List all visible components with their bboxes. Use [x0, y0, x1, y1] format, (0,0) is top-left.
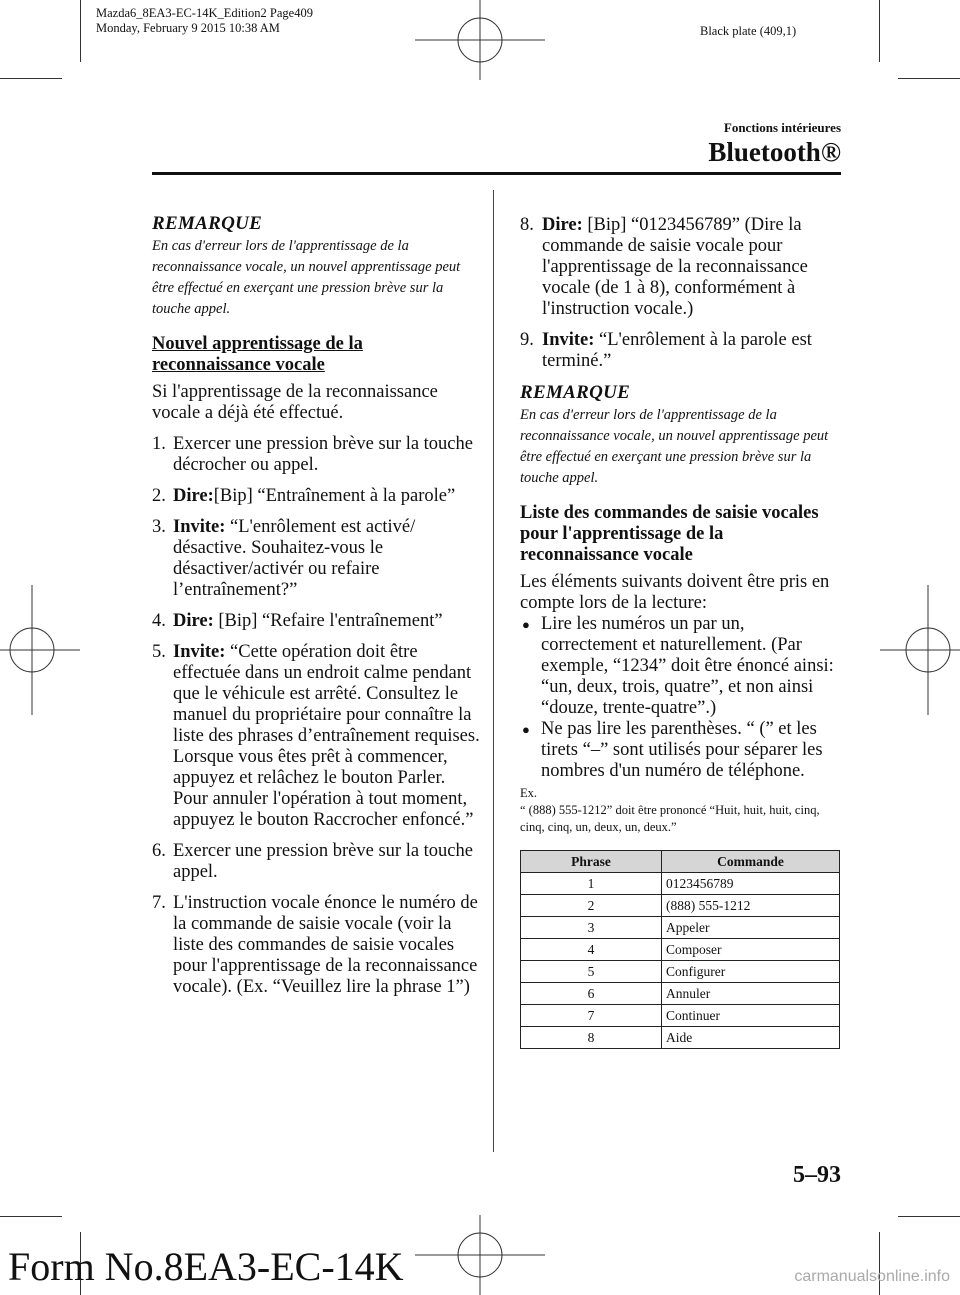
crop-mark-bottom-right-h [898, 1216, 960, 1217]
step-label: Dire: [173, 611, 214, 631]
watermark: carmanualsonline.info [794, 1268, 950, 1285]
registration-target-bottom-icon [415, 1215, 545, 1295]
step-7 [152, 893, 482, 998]
column-divider [493, 190, 494, 1152]
step-text: “L'enrôlement est activé/ désactive. Souhaitez-vous le désactiver/activér ou refaire l’entraînement?” [173, 517, 416, 600]
print-header-line2: Monday, February 9 2015 10:38 AM [96, 21, 280, 35]
registration-target-left-icon [0, 585, 80, 715]
step-text: “Cette opération doit être effectuée dans un endroit calme pendant que le véhicule est arrêté. Consultez le manuel du propriétaire pour connaître la liste des phrases d’entraînement requises. Lorsque vous êtes prêt à commencer, appuyez et relâchez le bouton Parler. Pour annuler l'opération à tout moment, appuyez le bouton Raccrocher enfoncé.” [173, 642, 480, 830]
table-row [521, 895, 840, 917]
chapter-title: Bluetooth® [708, 137, 841, 167]
step-label: Invite: [542, 330, 595, 350]
table-row [521, 983, 840, 1005]
phrase-cell: 2 [521, 895, 662, 917]
note-heading: REMARQUE [520, 382, 631, 403]
page-number: 5–93 [793, 1162, 841, 1188]
registration-target-top-icon [415, 0, 545, 80]
table-row [521, 939, 840, 961]
table-row [521, 1027, 840, 1049]
command-cell: Aide [662, 1027, 840, 1049]
step-5 [152, 642, 482, 831]
phrase-cell: 4 [521, 939, 662, 961]
note-text: En cas d'erreur lors de l'apprentissage de la reconnaissance vocale, un nouvel apprentissage peut être effectué en exerçant une pression brève sur la touche appel. [520, 407, 829, 486]
bullet-text: Ne pas lire les parenthèses. “ (” et les tirets “–” sont utilisés pour séparer les nombres d'un numéro de téléphone. [541, 719, 823, 781]
step-1 [152, 434, 482, 476]
step-number: 3. [152, 517, 166, 537]
form-number: Form No.8EA3-EC-14K [8, 1244, 404, 1289]
print-header-plate: Black plate (409,1) [700, 24, 797, 38]
step-number: 2. [152, 486, 166, 506]
crop-mark-top-left-h [0, 78, 62, 79]
step-text: Exercer une pression brève sur la touche décrocher ou appel. [173, 434, 473, 475]
step-8 [520, 215, 842, 320]
step-label: Invite: [173, 642, 226, 662]
example-label: Ex. [520, 786, 538, 800]
step-text: [Bip] “0123456789” (Dire la commande de saisie vocale pour l'apprentissage de la reconnaissance vocale (de 1 à 8), conformément à l'instruction vocale.) [542, 215, 808, 319]
table-row [521, 961, 840, 983]
list-intro: Les éléments suivants doivent être pris en compte lors de la lecture: [520, 572, 830, 613]
list-heading: Liste des commandes de saisie vocales pour l'apprentissage de la reconnaissance vocale [520, 503, 819, 565]
bullet-item [520, 719, 842, 782]
command-cell: (888) 555-1212 [662, 895, 840, 917]
running-section-title: Fonctions intérieures [723, 120, 841, 135]
step-text: Exercer une pression brève sur la touche appel. [173, 841, 473, 882]
command-table [520, 850, 840, 1049]
step-number: 9. [520, 330, 534, 350]
step-text: “L'enrôlement à la parole est terminé.” [542, 330, 812, 371]
phrase-cell: 5 [521, 961, 662, 983]
step-number: 4. [152, 611, 166, 631]
example-text: “ (888) 555-1212” doit être prononcé “Huit, huit, huit, cinq, cinq, cinq, un, deux, un, deux.” [520, 803, 820, 834]
command-cell: Annuler [662, 983, 840, 1005]
crop-mark-top-right-h [898, 78, 960, 79]
crop-mark-top-right [879, 0, 880, 62]
example-block [520, 785, 842, 836]
command-cell: Continuer [662, 1005, 840, 1027]
bullet-text: Lire les numéros un par un, correctement et naturellement. (Par exemple, “1234” doit être énoncé ainsi: “un, deux, trois, quatre”, et non ainsi “douze, trente-quatre”.) [541, 614, 834, 718]
column-header: Commande [662, 851, 840, 873]
step-number: 8. [520, 215, 534, 235]
step-label: Dire: [542, 215, 583, 235]
phrase-cell: 7 [521, 1005, 662, 1027]
step-text: [Bip] “Entraînement à la parole” [213, 486, 456, 506]
print-header-line1: Mazda6_8EA3-EC-14K_Edition2 Page409 [96, 6, 313, 20]
header-rule [152, 172, 841, 175]
step-number: 6. [152, 841, 166, 861]
step-3 [152, 517, 482, 601]
bullet-dot-icon: ● [522, 617, 530, 632]
step-text: L'instruction vocale énonce le numéro de la commande de saisie vocale (voir la liste des commandes de saisie vocales pour l'apprentissage de la reconnaissance vocale). (Ex. “Veuillez lire la phrase 1”) [173, 893, 478, 997]
intro-paragraph: Si l'apprentissage de la reconnaissance vocale a déjà été effectué. [152, 382, 438, 423]
command-cell: Configurer [662, 961, 840, 983]
phrase-cell: 6 [521, 983, 662, 1005]
registration-target-right-icon [880, 585, 960, 715]
note-heading: REMARQUE [152, 213, 263, 234]
table-row [521, 873, 840, 895]
right-column [520, 215, 842, 1049]
step-9 [520, 330, 842, 372]
note-text: En cas d'erreur lors de l'apprentissage de la reconnaissance vocale, un nouvel apprentissage peut être effectué en exerçant une pression brève sur la touche appel. [152, 238, 461, 317]
phrase-cell: 1 [521, 873, 662, 895]
table-row [521, 917, 840, 939]
command-cell: 0123456789 [662, 873, 840, 895]
step-label: Invite: [173, 517, 226, 537]
bullet-dot-icon: ● [522, 722, 530, 737]
step-4 [152, 611, 482, 632]
step-number: 7. [152, 893, 166, 913]
command-cell: Composer [662, 939, 840, 961]
phrase-cell: 8 [521, 1027, 662, 1049]
step-2 [152, 486, 482, 507]
step-label: Dire: [173, 486, 214, 506]
section-heading-line1: Nouvel apprentissage de la [152, 334, 363, 354]
phrase-cell: 3 [521, 917, 662, 939]
left-column [152, 213, 482, 1008]
column-header: Phrase [521, 851, 662, 873]
table-row [521, 1005, 840, 1027]
step-number: 5. [152, 642, 166, 662]
section-heading-line2: reconnaissance vocale [152, 355, 325, 375]
step-number: 1. [152, 434, 166, 454]
step-text: [Bip] “Refaire l'entraînement” [213, 611, 443, 631]
step-6 [152, 841, 482, 883]
crop-mark-top-left [80, 0, 81, 62]
bullet-item [520, 614, 842, 719]
crop-mark-bottom-left-h [0, 1216, 62, 1217]
command-cell: Appeler [662, 917, 840, 939]
print-header-file [96, 6, 313, 36]
table-header-row [521, 851, 840, 873]
section-heading [152, 334, 482, 376]
